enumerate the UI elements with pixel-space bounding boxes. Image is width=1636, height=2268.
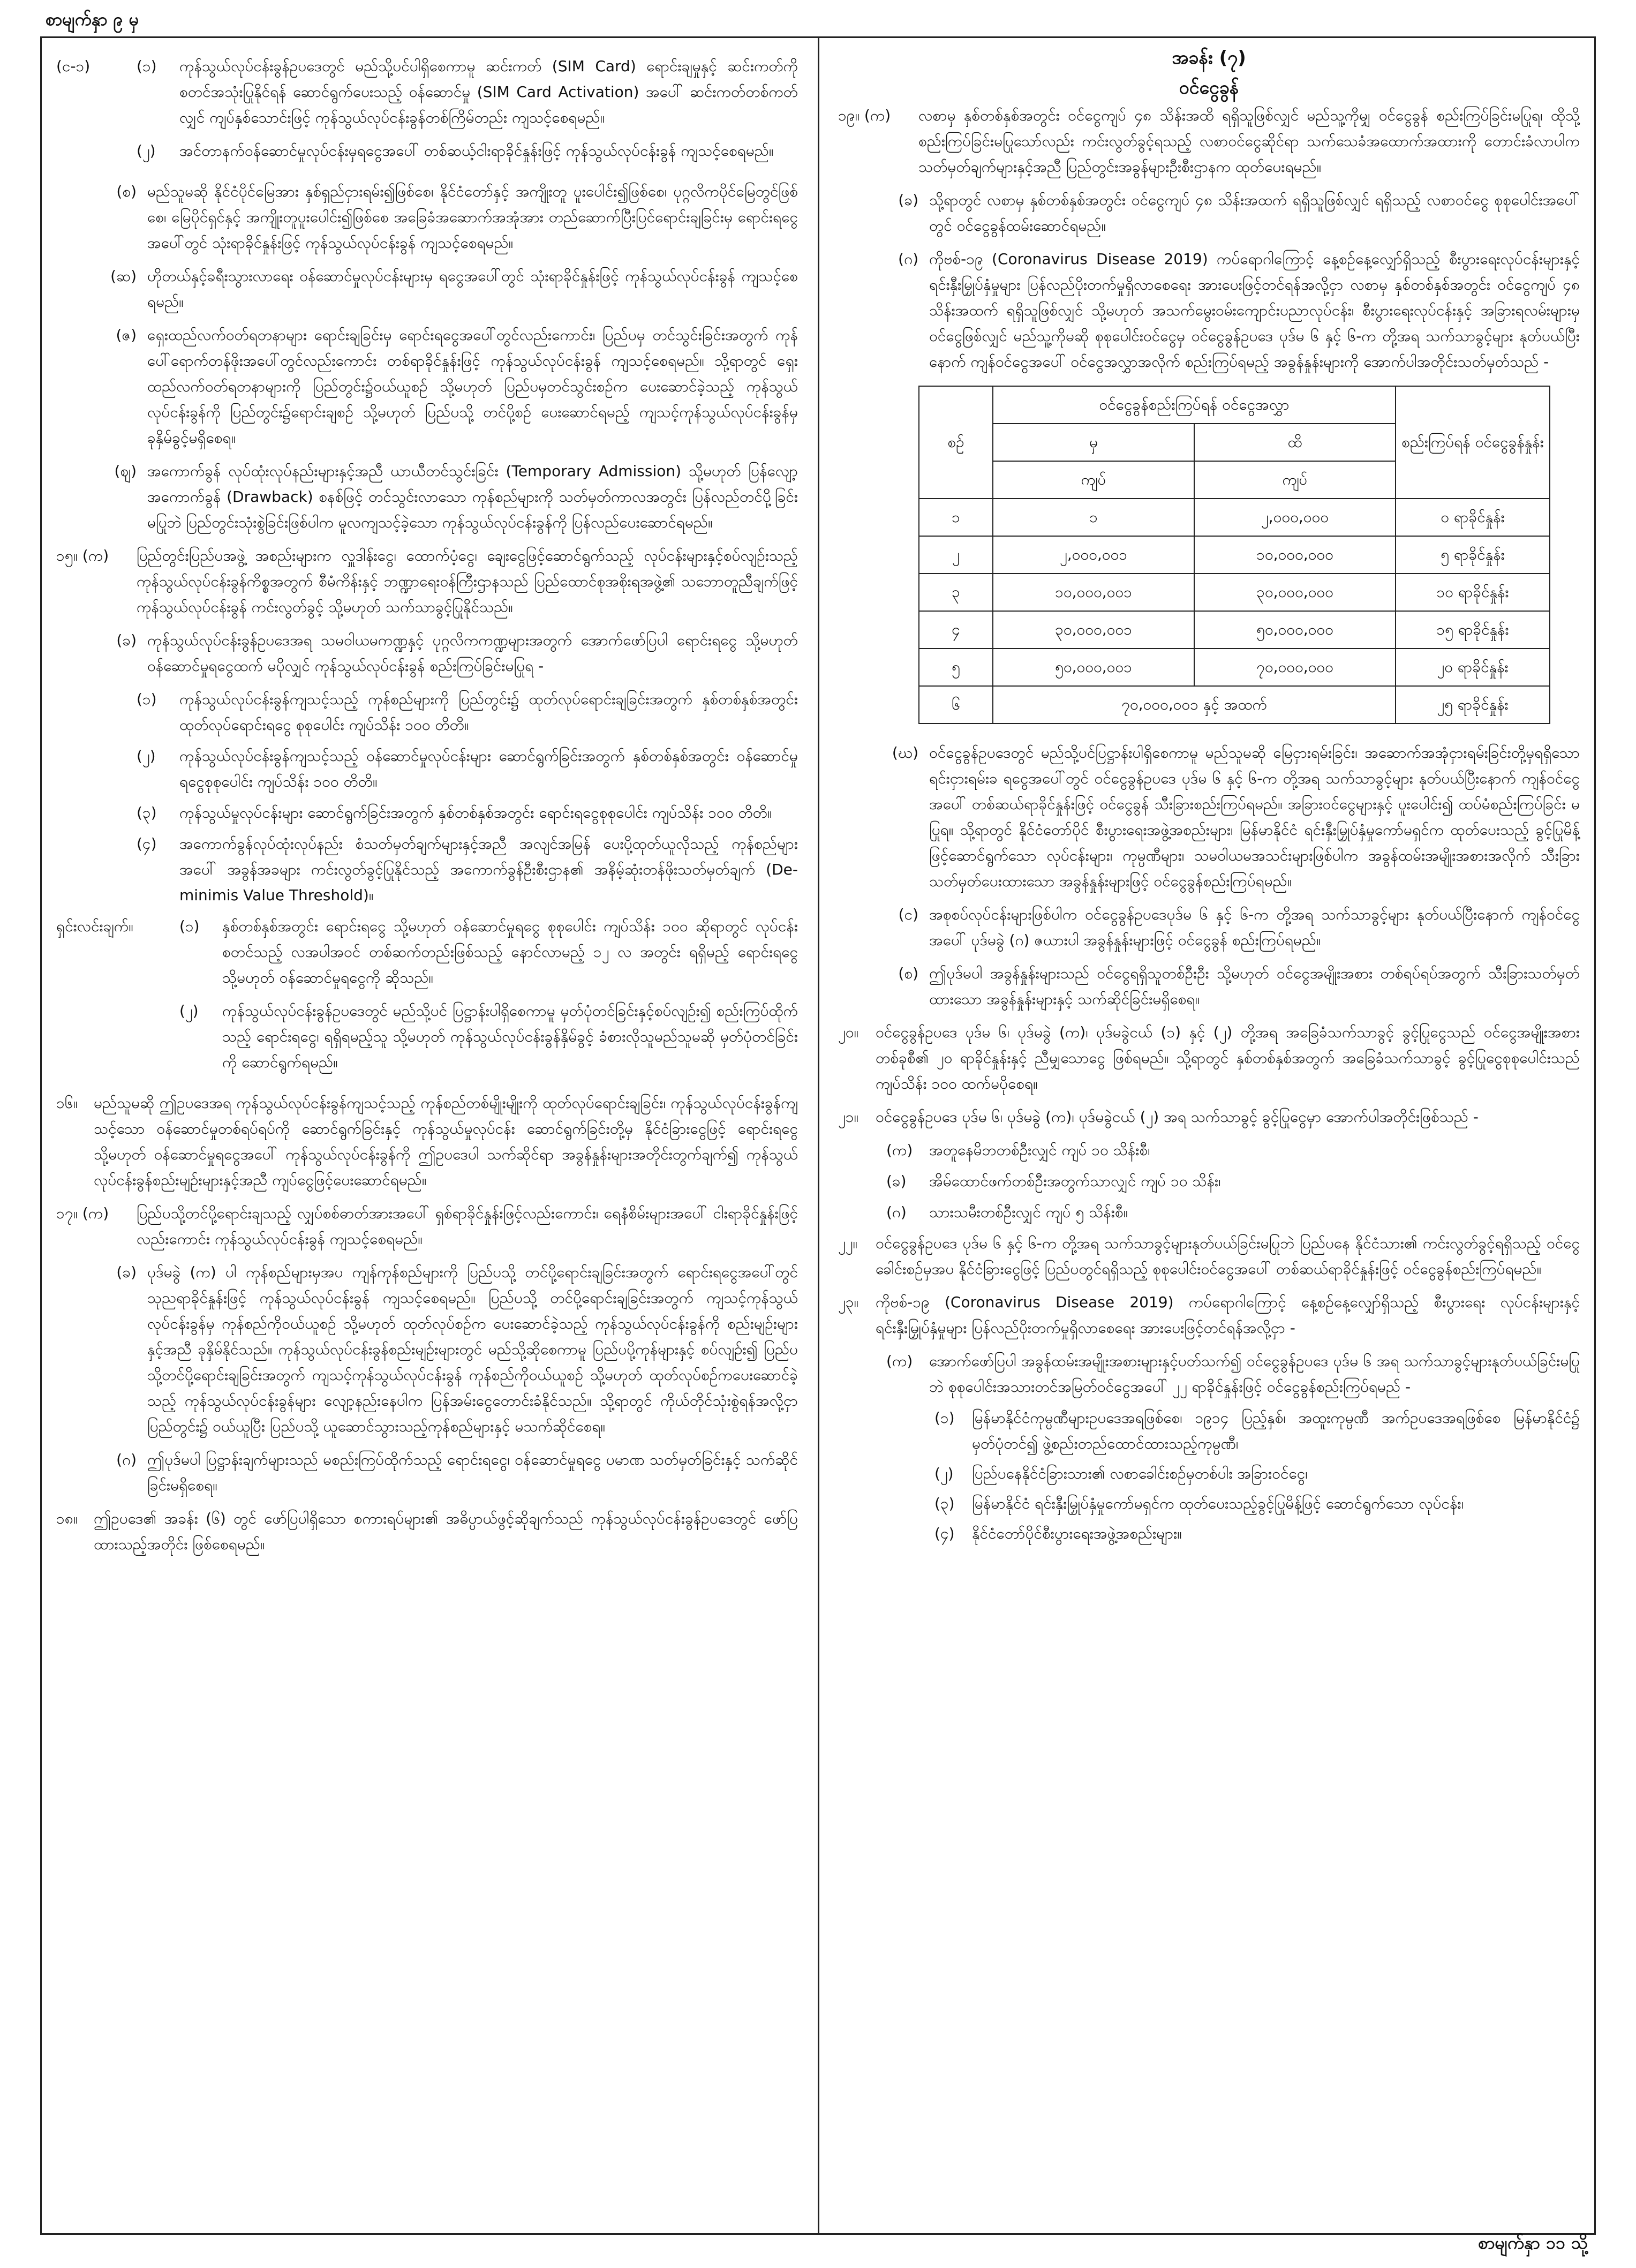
section-19c: (ဂ) ကိုဗစ်-၁၉ (Coronavirus Disease 2019) ကပ်ရောဂါကြောင့် နေ့စဉ်နေ့လျှော်ရှိသည့် စီးပွားရေးလုပ်ငန်းများနှင့် ရင်းနှီးမြှုပ်နှံမှုများ ပြန်လည်ပိုးတက်မှုရှိလာစေရေး အားပေးဖြင့်တင်ရန်အလို့ငှာ လစာမှ နှစ်တစ်နှစ်အတွင်း ဝင်ငွေကျပ် ၄၈ သိန်းအထက် ရရှိသူဖြစ်လျှင် သို့မဟုတ် အသက်မွေးဝမ်းကျောင်းပညာလုပ်ငန်း၊ စီးပွားရေးလုပ်ငန်းနှင့် အခြားရလမ်းများမှ ဝင်ငွေဖြစ်လျှင် မည်သူ့ကိုမဆို စုစုပေါင်းဝင်ငွေမှ ဝင်ငွေခွန်ဥပဒေ ပုဒ်မ ၆ နှင့် ၆-က တို့အရ သက်သာခွင့်များ နုတ်ပယ်ပြီးနောက် ကျန်ဝင်ငွေအပေါ် ဝင်ငွေအလွှာအလိုက် စည်းကြပ်ရမည့် အခွန်နှုန်းများကို အောက်ပါအတိုင်းသတ်မှတ်သည် -	[898, 250, 1580, 371]
column-header: ကျပ်	[1194, 461, 1396, 499]
table-row: ၄ ၃၀,၀၀၀,၀၀၁ ၅၀,၀၀၀,၀၀၀ ၁၅ ရာခိုင်နှုန်း	[919, 611, 1550, 649]
table-row: ၁ ၁ ၂,၀၀၀,၀၀၀ ၀ ရာခိုင်နှုန်း	[919, 499, 1550, 536]
list-item: (၄) အကောက်ခွန်လုပ်ထုံးလုပ်နည်း စံသတ်မှတ်ချက်များနှင့်အညီ အလျင်အမြန် ပေးပို့ထုတ်ယူလိုသည့် ကုန်စည်များအပေါ် အခွန်အခများ ကင်းလွတ်ခွင့်ပြုနိုင်သည့် အကောက်ခွန်ဦးစီးဌာန၏ အနိမ့်ဆုံးတန်ဖိုးသတ်မှတ်ချက် (De-minimis Value Threshold)။	[137, 835, 798, 904]
list-item: (၄) နိုင်ငံတော်ပိုင်စီးပွားရေးအဖွဲ့အစည်းများ။	[934, 1525, 1182, 1542]
list-item: (၁) ကုန်သွယ်လုပ်ငန်းခွန်ကျသင့်သည့် ကုန်စည်များကို ပြည်တွင်း၌ ထုတ်လုပ်ရောင်းချခြင်းအတွက် နှစ်တစ်နှစ်အတွင်း ထုတ်လုပ်ရောင်းရငွေ စုစုပေါင်း ကျပ်သိန်း ၁၀၀ တိတိ။	[137, 690, 798, 734]
column-divider	[818, 36, 819, 2235]
section-17c: (ဂ) ဤပုဒ်မပါ ပြဋ္ဌာန်းချက်များသည် မစည်းကြပ်ထိုက်သည့် ရောင်းရငွေ၊ ဝန်ဆောင်မှုရငွေ ပမာဏ သတ်မှတ်ခြင်းနှင့် သက်ဆိုင်ခြင်းမရှိစေရ။	[116, 1451, 798, 1494]
clause-item: (၁) ကုန်သွယ်လုပ်ငန်းခွန်ဥပဒေတွင် မည်သို့ပင်ပါရှိစေကာမူ ဆင်းကတ် (SIM Card) ရောင်းချမှုနှင့် ဆင်းကတ်ကို စတင်အသုံးပြုနိုင်ရန် ဆောင်ရွက်ပေးသည့် ဝန်ဆောင်မှု (SIM Card Activation) အပေါ် ဆင်းကတ်တစ်ကတ်လျှင် ကျပ်နှစ်သောင်းဖြင့် ကုန်သွယ်လုပ်ငန်းခွန်တစ်ကြိမ်တည်း ကျသင့်စေရမည်။	[137, 57, 798, 126]
column-header: ထိ	[1194, 424, 1396, 461]
table-header-row	[919, 386, 1550, 424]
tax-rate-table	[918, 386, 1550, 724]
list-item: (၂) ကုန်သွယ်လုပ်ငန်းခွန်ဥပဒေတွင် မည်သို့ပင် ပြဋ္ဌာန်းပါရှိစေကာမူ မှတ်ပုံတင်ခြင်းနှင့်စပ်လျဉ်း၍ စည်းကြပ်ထိုက်သည့် ရောင်းရငွေ၊ ရရှိရမည့်သူ သို့မဟုတ် ကုန်သွယ်လုပ်ငန်းခွန်နှိမ်ခွင့် ခံစားလိုသူမည်သူမဆို မှတ်ပုံတင်ခြင်းကို ဆောင်ရွက်ရမည်။	[179, 1002, 798, 1071]
chapter-number: အခန်း (၇)	[1172, 47, 1246, 69]
section-17: ၁၇။ (က) ပြည်ပသို့တင်ပို့ရောင်းချသည့် လျှပ်စစ်ဓာတ်အားအပေါ် ရှစ်ရာခိုင်နှုန်းဖြင့်လည်းကောင်း၊ ရေနံစိမ်းများအပေါ် ငါးရာခိုင်နှုန်းဖြင့်လည်းကောင်း ကုန်သွယ်လုပ်ငန်းခွန် ကျသင့်စေရမည်။	[56, 1204, 798, 1248]
column-header: စဉ်	[919, 386, 993, 499]
list-item: (က) အတူနေမိဘတစ်ဦးလျှင် ကျပ် ၁၀ သိန်းစီ၊	[886, 1141, 1150, 1159]
section-15b: (ခ) ကုန်သွယ်လုပ်ငန်းခွန်ဥပဒေအရ သမဝါယမကဏ္ဍနှင့် ပုဂ္ဂလိကကဏ္ဍများအတွက် အောက်ဖော်ပြပါ ရောင်းရငွေ သို့မဟုတ် ဝန်ဆောင်မှုရငွေထက် မပိုလျှင် ကုန်သွယ်လုပ်ငန်းခွန် စည်းကြပ်ခြင်းမပြုရ -	[116, 631, 798, 675]
section-19b: (ခ) သို့ရာတွင် လစာမှ နှစ်တစ်နှစ်အတွင်း ဝင်ငွေကျပ် ၄၈ သိန်းအထက် ရရှိသူဖြစ်လျှင် ရရှိသည့် လစာဝင်ငွေ စုစုပေါင်းအပေါ်တွင် ဝင်ငွေခွန်ထမ်းဆောင်ရမည်။	[898, 191, 1580, 235]
clause-ng1: (င-၁) (၁) ကုန်သွယ်လုပ်ငန်းခွန်ဥပဒေတွင် မည်သို့ပင်ပါရှိစေကာမူ ဆင်းကတ် (SIM Card) ရောင်းချမှုနှင့် ဆင်းကတ်ကို စတင်အသုံးပြုနိုင်ရန် ဆောင်ရွက်ပေးသည့် ဝန်ဆောင်မှု (SIM Card Activation) အပေါ် ဆင်းကတ်တစ်ကတ်လျှင် ကျပ်နှစ်သောင်းဖြင့် ကုန်သွယ်လုပ်ငန်းခွန်တစ်ကြိမ်တည်း ကျသင့်စေရမည်။ (၂) အင်တာနက်ဝန်ဆောင်မှုလုပ်ငန်းမှရငွေအပေါ် တစ်ဆယ့်ငါးရာခိုင်နှုန်းဖြင့် ကုန်သွယ်လုပ်ငန်းခွန် ကျသင့်စေရမည်။	[56, 54, 798, 171]
list-item: (က) အောက်ဖော်ပြပါ အခွန်ထမ်းအမျိုးအစားများနှင့်ပတ်သက်၍ ဝင်ငွေခွန်ဥပဒေ ပုဒ်မ ၆ အရ သက်သာခွင့်များနုတ်ပယ်ခြင်းမပြုဘဲ စုစုပေါင်းအသားတင်အမြတ်ဝင်ငွေအပေါ် ၂၂ ရာခိုင်နှုန်းဖြင့် ဝင်ငွေခွန်စည်းကြပ်ရမည် -	[886, 1352, 1580, 1396]
section-19: ၁၉။ (က) လစာမှ နှစ်တစ်နှစ်အတွင်း ဝင်ငွေကျပ် ၄၈ သိန်းအထိ ရရှိသူဖြစ်လျှင် မည်သူ့ကိုမျှ ဝင်ငွေခွန် စည်းကြပ်ခြင်းမပြုရ၊ ထိုသို့ စည်းကြပ်ခြင်းမပြုသော်လည်း ကင်းလွတ်ခွင့်ရသည့် လစာဝင်ငွေဆိုင်ရာ သက်သေခံအထောက်အထားကို တောင်းခံလာပါက သတ်မှတ်ချက်များနှင့်အညီ ပြည်တွင်းအခွန်များဦးစီးဌာနက ထုတ်ပေးရမည်။	[838, 107, 1580, 176]
table-row: ၂ ၂,၀၀၀,၀၀၁ ၁၀,၀၀၀,၀၀၀ ၅ ရာခိုင်နှုန်း	[919, 536, 1550, 574]
column-header: ကျပ်	[993, 461, 1194, 499]
chapter-title: ဝင်ငွေခွန်	[1179, 77, 1239, 99]
list-item: (ခ) အိမ်ထောင်ဖက်တစ်ဦးအတွက်သာလျှင် ကျပ် ၁၀ သိန်း၊	[886, 1172, 1221, 1190]
list-item: (၁) မြန်မာနိုင်ငံကုမ္ပဏီများဥပဒေအရဖြစ်စေ၊ ၁၉၁၄ ပြည့်နှစ်၊ အထူးကုမ္ပဏီ အက်ဥပဒေအရဖြစ်စေ မြန်မာနိုင်ငံ၌ မှတ်ပုံတင်၍ ဖွဲ့စည်းတည်ထောင်ထားသည့်ကုမ္ပဏီ၊	[934, 1409, 1580, 1452]
section-16: ၁၆။ မည်သူမဆို ဤဥပဒေအရ ကုန်သွယ်လုပ်ငန်းခွန်ကျသင့်သည့် ကုန်စည်တစ်မျိုးမျိုးကို ထုတ်လုပ်ရောင်းချခြင်း၊ ကုန်သွယ်လုပ်ငန်းခွန်ကျသင့်သော ဝန်ဆောင်မှုတစ်ရပ်ရပ်ကို ဆောင်ရွက်ခြင်းနှင့် ကုန်သွယ်မှုလုပ်ငန်း ဆောင်ရွက်ခြင်းတို့မှ နိုင်ငံခြားငွေဖြင့် ရောင်းရငွေ သို့မဟုတ် ဝန်ဆောင်မှုရငွေအပေါ် ကုန်သွယ်လုပ်ငန်းခွန်ကို ဤဥပဒေပါ သက်ဆိုင်ရာ အခွန်နှုန်းများအတိုင်းတွက်ချက်၍ ကုန်သွယ်လုပ်ငန်းခွန်စည်းမျဉ်းများနှင့်အညီ ကျပ်ငွေဖြင့်ပေးဆောင်ရမည်။	[56, 1094, 798, 1189]
section-21: ၂၁။ ဝင်ငွေခွန်ဥပဒေ ပုဒ်မ ၆၊ ပုဒ်မခွဲ (က)၊ ပုဒ်မခွဲငယ် (၂) အရ သက်သာခွင့် ခွင့်ပြုငွေမှာ အောက်ပါအတိုင်းဖြစ်သည် -	[838, 1108, 1479, 1126]
section-20: ၂၀။ ဝင်ငွေခွန်ဥပဒေ ပုဒ်မ ၆၊ ပုဒ်မခွဲ (က)၊ ပုဒ်မခွဲငယ် (၁) နှင့် (၂) တို့အရ အခြေခံသက်သာခွင့် ခွင့်ပြုငွေသည် ဝင်ငွေအမျိုးအစားတစ်ခုစီ၏ ၂၀ ရာခိုင်နှုန်းနှင့် ညီမျှသောငွေ ဖြစ်ရမည်။ သို့ရာတွင် နှစ်တစ်နှစ်အတွက် အခြေခံသက်သာခွင့် ခွင့်ပြုငွေစုစုပေါင်းသည် ကျပ်သိန်း ၁၀၀ ထက်မပိုစေရ။	[838, 1023, 1580, 1092]
section-18: ၁၈။ ဤဥပဒေ၏ အခန်း (၆) တွင် ဖော်ပြပါရှိသော စကားရပ်များ၏ အဓိပ္ပာယ်ဖွင့်ဆိုချက်သည် ကုန်သွယ်လုပ်ငန်းခွန်ဥပဒေတွင် ဖော်ပြထားသည့်အတိုင်း ဖြစ်စေရမည်။	[56, 1510, 798, 1553]
clause-hsa: (ဆ) ဟိုတယ်နှင့်ခရီးသွားလာရေး ဝန်ဆောင်မှုလုပ်ငန်းများမှ ရငွေအပေါ်တွင် သုံးရာခိုင်နှုန်းဖြင့် ကုန်သွယ်လုပ်ငန်းခွန် ကျသင့်စေရမည်။	[110, 267, 798, 311]
column-header: ဝင်ငွေခွန်စည်းကြပ်ရန် ဝင်ငွေအလွှာ	[993, 386, 1396, 424]
page-footer: စာမျက်နှာ ၁၁ သို့	[1478, 2233, 1588, 2253]
list-item: (၃) မြန်မာနိုင်ငံ ရင်းနှီးမြှုပ်နှံမှုကော်မရှင်က ထုတ်ပေးသည့်ခွင့်ပြုမိန့်ဖြင့် ဆောင်ရွက်သော လုပ်ငန်း၊	[934, 1495, 1464, 1512]
table-row: ၅ ၅၀,၀၀၀,၀၀၁ ၇၀,၀၀၀,၀၀၀ ၂၀ ရာခိုင်နှုန်း	[919, 649, 1550, 686]
section-15: ၁၅။ (က) ပြည်တွင်းပြည်ပအဖွဲ့ အစည်းများက လှူဒါန်းငွေ၊ ထောက်ပံ့ငွေ၊ ချေးငွေဖြင့်ဆောင်ရွက်သည့် လုပ်ငန်းများနှင့်စပ်လျဉ်းသည့် ကုန်သွယ်လုပ်ငန်းခွန်ကိစ္စအတွက် စီမံကိန်းနှင့် ဘဏ္ဍာရေးဝန်ကြီးဌာနသည် ပြည်ထောင်စုအစိုးရအဖွဲ့၏ သဘောတူညီချက်ဖြင့် ကုန်သွယ်လုပ်ငန်းခွန် ကင်းလွတ်ခွင့် သို့မဟုတ် သက်သာခွင့်ပြုနိုင်သည်။	[56, 547, 798, 616]
page-header: စာမျက်နှာ ၉ မှ	[46, 9, 139, 29]
list-item: (ဂ) သားသမီးတစ်ဦးလျှင် ကျပ် ၅ သိန်းစီ။	[886, 1203, 1128, 1221]
clause-item: (၂) အင်တာနက်ဝန်ဆောင်မှုလုပ်ငန်းမှရငွေအပေါ် တစ်ဆယ့်ငါးရာခိုင်နှုန်းဖြင့် ကုန်သွယ်လုပ်ငန်းခွန် ကျသင့်စေရမည်။	[137, 142, 774, 160]
section-19d: (ဃ) ဝင်ငွေခွန်ဥပဒေတွင် မည်သို့ပင်ပြဋ္ဌာန်းပါရှိစေကာမူ မည်သူမဆို မြေငှားရမ်းခြင်း၊ အဆောက်အအုံငှားရမ်းခြင်းတို့မှရရှိသော ရင်းငှားရမ်းခ ရငွေအပေါ်တွင် ဝင်ငွေခွန်ဥပဒေ ပုဒ်မ ၆ နှင့် ၆-က တို့အရ သက်သာခွင့်များ နုတ်ပယ်ပြီးနောက် ကျန်ဝင်ငွေအပေါ် တစ်ဆယ်ရာခိုင်နှုန်းဖြင့် ဝင်ငွေခွန် သီးခြားစည်းကြပ်ရမည်။ အခြားဝင်ငွေများနှင့် ပူးပေါင်း၍ ထပ်မံစည်းကြပ်ခြင်း မပြုရ။ သို့ရာတွင် နိုင်ငံတော်ပိုင် စီးပွားရေးအဖွဲ့အစည်းများ၊ မြန်မာနိုင်ငံ ရင်းနှီးမြှုပ်နှံမှုကော်မရှင်က ထုတ်ပေးသည့် ခွင့်ပြုမိန့်ဖြင့်ဆောင်ရွက်သော လုပ်ငန်းများ၊ ကုမ္ပဏီများ၊ သမဝါယမအသင်းများဖြစ်ပါက အခွန်ထမ်းအမျိုးအစားအလိုက် သီးခြားသတ်မှတ်ပေးထားသော အခွန်နှုန်းများဖြင့် ဝင်ငွေခွန်စည်းကြပ်ရမည်။	[892, 744, 1580, 890]
list-item: (၂) ကုန်သွယ်လုပ်ငန်းခွန်ကျသင့်သည့် ဝန်ဆောင်မှုလုပ်ငန်းများ ဆောင်ရွက်ခြင်းအတွက် နှစ်တစ်နှစ်အတွင်း ဝန်ဆောင်မှုရငွေစုစုပေါင်း ကျပ်သိန်း ၁၀၀ တိတိ။	[137, 747, 798, 790]
right-column	[838, 43, 1580, 1551]
left-column	[56, 54, 798, 1565]
list-item: (၃) ကုန်သွယ်မှုလုပ်ငန်းများ ဆောင်ရွက်ခြင်းအတွက် နှစ်တစ်နှစ်အတွင်း ရောင်းရငွေစုစုပေါင်း ကျပ်သိန်း ၁၀၀ တိတိ။	[137, 804, 772, 822]
table-row: ၆ ၇၀,၀၀၀,၀၀၁ နှင့် အထက် ၂၅ ရာခိုင်နှုန်း	[919, 686, 1550, 724]
table-row: ၃ ၁၀,၀၀၀,၀၀၁ ၃၀,၀၀၀,၀၀၀ ၁၀ ရာခိုင်နှုန်း	[919, 574, 1550, 611]
column-header: စည်းကြပ်ရန် ဝင်ငွေခွန်နှုန်း	[1396, 386, 1550, 499]
section-17b: (ခ) ပုဒ်မခွဲ (က) ပါ ကုန်စည်များမှအပ ကျန်ကုန်စည်များကို ပြည်ပသို့ တင်ပို့ရောင်းချခြင်းအတွက် ရောင်းရငွေအပေါ်တွင် သုညရာခိုင်နှုန်းဖြင့် ကုန်သွယ်လုပ်ငန်းခွန် ကျသင့်စေရမည်။ ပြည်ပသို့ တင်ပို့ရောင်းချခြင်းအတွက် ကျသင့်ကုန်သွယ်လုပ်ငန်းခွန်မှ ကုန်စည်ကိုဝယ်ယူစဉ် သို့မဟုတ် ထုတ်လုပ်စဉ်က ပေးဆောင်ခဲ့သည့် ကုန်သွယ်လုပ်ငန်းခွန်ကို စည်းမျဉ်းများနှင့်အညီ ခုနှိမ်နိုင်သည်။ ကုန်သွယ်လုပ်ငန်းခွန်စည်းမျဉ်းများတွင် မည်သို့ဆိုစေကာမူ ပြည်ပပို့ကုန်များနှင့် စပ်လျဉ်း၍ ပြည်ပသို့တင်ပို့ရောင်းချခြင်းအတွက် ကျသင့်ကုန်သွယ်လုပ်ငန်းခွန် ကုန်စည်ကိုဝယ်ယူစဉ် သို့မဟုတ် ထုတ်လုပ်စဉ်ကပေးဆောင်ခဲ့သည့် ကုန်သွယ်လုပ်ငန်းခွန်များ လျော့နည်းနေပါက ပြန်အမ်းငွေတောင်းခံနိုင်သည်။ သို့ရာတွင် ကိုယ်တိုင်သုံးစွဲရန်အလို့ငှာ ပြည်တွင်း၌ ဝယ်ယူပြီး ပြည်ပသို့ ယူဆောင်သွားသည့်ကုန်စည်များနှင့် မသက်ဆိုင်စေရ။	[116, 1263, 798, 1435]
list-item: (၁) နှစ်တစ်နှစ်အတွင်း ရောင်းရငွေ သို့မဟုတ် ဝန်ဆောင်မှုရငွေ စုစုပေါင်း ကျပ်သိန်း ၁၀၀ ဆိုရာတွင် လုပ်ငန်းစတင်သည့် လအပါအဝင် တစ်ဆက်တည်းဖြစ်သည့် နောင်လာမည့် ၁၂ လ အတွင်း ရရှိမည့် ရောင်းရငွေ သို့မဟုတ် ဝန်ဆောင်မှုရငွေကို ဆိုသည်။	[179, 917, 798, 986]
section-22: ၂၂။ ဝင်ငွေခွန်ဥပဒေ ပုဒ်မ ၆ နှင့် ၆-က တို့အရ သက်သာခွင့်များနုတ်ပယ်ခြင်းမပြုဘဲ ပြည်ပနေ နိုင်ငံသား၏ ကင်းလွတ်ခွင့်ရရှိသည့် ဝင်ငွေခေါင်းစဉ်မှအပ နိုင်ငံခြားငွေဖြင့် ပြည်ပတွင်ရရှိသည့် စုစုပေါင်းဝင်ငွေအပေါ် တစ်ဆယ်ရာခိုင်နှုန်းဖြင့် ဝင်ငွေခွန်စည်းကြပ်ရမည်။	[838, 1234, 1580, 1278]
list-item: (၂) ပြည်ပနေနိုင်ငံခြားသား၏ လစာခေါင်းစဉ်မှတစ်ပါး အခြားဝင်ငွေ၊	[934, 1465, 1308, 1482]
section-19f: (စ) ဤပုဒ်မပါ အခွန်နှုန်းများသည် ဝင်ငွေရရှိသူတစ်ဦးဦး သို့မဟုတ် ဝင်ငွေအမျိုးအစား တစ်ရပ်ရပ်အတွက် သီးခြားသတ်မှတ်ထားသော အခွန်နှုန်းများနှင့် သက်ဆိုင်ခြင်းမရှိစေရ။	[898, 965, 1580, 1008]
clause-zha: (ဈ) အကောက်ခွန် လုပ်ထုံးလုပ်နည်းများနှင့်အညီ ယာယီတင်သွင်းခြင်း (Temporary Admission) သို့မဟုတ် ပြန်လျော့အကောက်ခွန် (Drawback) စနစ်ဖြင့် တင်သွင်းလာသော ကုန်စည်များကို သတ်မှတ်ကာလအတွင်း ပြန်လည်တင်ပို့ခြင်း မပြုဘဲ ပြည်တွင်းသုံးစွဲခြင်းဖြစ်ပါက မူလကျသင့်ခဲ့သော ကုန်သွယ်လုပ်ငန်းခွန်ကို ပြန်လည်ပေးဆောင်ရမည်။	[114, 462, 798, 531]
clause-sa: (စ) မည်သူမဆို နိုင်ငံပိုင်မြေအား နှစ်ရှည်ငှားရမ်း၍ဖြစ်စေ၊ နိုင်ငံတော်နှင့် အကျိုးတူ ပူးပေါင်း၍ဖြစ်စေ၊ ပုဂ္ဂလိကပိုင်မြေတွင်ဖြစ်စေ၊ မြေပိုင်ရှင်နှင့် အကျိုးတူပူးပေါင်း၍ဖြစ်စေ အခြေခံအဆောက်အအုံအား တည်ဆောက်ပြီးပြင်ရောင်းချခြင်းမှ ရောင်းရငွေအပေါ်တွင် သုံးရာခိုင်နှုန်းဖြင့် ကုန်သွယ်လုပ်ငန်းခွန် ကျသင့်စေရမည်။	[116, 183, 798, 252]
section-19e: (င) အစုစပ်လုပ်ငန်းများဖြစ်ပါက ဝင်ငွေခွန်ဥပဒေပုဒ်မ ၆ နှင့် ၆-က တို့အရ သက်သာခွင့်များ နုတ်ပယ်ပြီးနောက် ကျန်ဝင်ငွေအပေါ် ပုဒ်မခွဲ (ဂ) ဇယားပါ အခွန်နှုန်းများဖြင့် ဝင်ငွေခွန် စည်းကြပ်ရမည်။	[898, 906, 1580, 949]
clause-za: (ဇ) ရှေးထည်လက်ဝတ်ရတနာများ ရောင်းချခြင်းမှ ရောင်းရငွေအပေါ်တွင်လည်းကောင်း၊ ပြည်ပမှ တင်သွင်းခြင်းအတွက် ကုန်ပေါ်ရောက်တန်ဖိုးအပေါ်တွင်လည်းကောင်း တစ်ရာခိုင်နှုန်းဖြင့် ကုန်သွယ်လုပ်ငန်းခွန် ကျသင့်စေရမည်။ သို့ရာတွင် ရှေးထည်လက်ဝတ်ရတနာများကို ပြည်တွင်း၌ဝယ်ယူစဉ် သို့မဟုတ် ပြည်ပမှတင်သွင်းစဉ်က ပေးဆောင်ခဲ့သည့် ကုန်သွယ်လုပ်ငန်းခွန်ကို ပြည်တွင်း၌ရောင်းချစဉ် သို့မဟုတ် ပြည်ပသို့ တင်ပို့စဉ် ပေးဆောင်ရမည့် ကျသင့်ကုန်သွယ်လုပ်ငန်းခွန်မှ ခုနှိမ်ခွင့်မရှိစေရ။	[116, 326, 798, 447]
column-header: မှ	[993, 424, 1194, 461]
explanation: ရှင်းလင်းချက်။ (၁) နှစ်တစ်နှစ်အတွင်း ရောင်းရငွေ သို့မဟုတ် ဝန်ဆောင်မှုရငွေ စုစုပေါင်း ကျပ်သိန်း ၁၀၀ ဆိုရာတွင် လုပ်ငန်းစတင်သည့် လအပါအဝင် တစ်ဆက်တည်းဖြစ်သည့် နောင်လာမည့် ၁၂ လ အတွင်း ရရှိမည့် ရောင်းရငွေ သို့မဟုတ် ဝန်ဆောင်မှုရငွေကို ဆိုသည်။ (၂) ကုန်သွယ်လုပ်ငန်းခွန်ဥပဒေတွင် မည်သို့ပင် ပြဋ္ဌာန်းပါရှိစေကာမူ မှတ်ပုံတင်ခြင်းနှင့်စပ်လျဉ်း၍ စည်းကြပ်ထိုက်သည့် ရောင်းရငွေ၊ ရရှိရမည့်သူ သို့မဟုတ် ကုန်သွယ်လုပ်ငန်းခွန်နှိမ်ခွင့် ခံစားလိုသူမည်သူမဆို မှတ်ပုံတင်ခြင်းကို ဆောင်ရွက်ရမည်။	[56, 914, 798, 1083]
section-23: ၂၃။ ကိုဗစ်-၁၉ (Coronavirus Disease 2019) ကပ်ရောဂါကြောင့် နေ့စဉ်နေ့လျှော်ရှိသည့် စီးပွားရေး လုပ်ငန်းများနှင့် ရင်းနှီးမြှုပ်နှံမှုများ ပြန်လည်ပိုးတက်မှုရှိလာစေရေး အားပေးဖြင့်တင်ရန်အလို့ငှာ -	[838, 1293, 1580, 1337]
